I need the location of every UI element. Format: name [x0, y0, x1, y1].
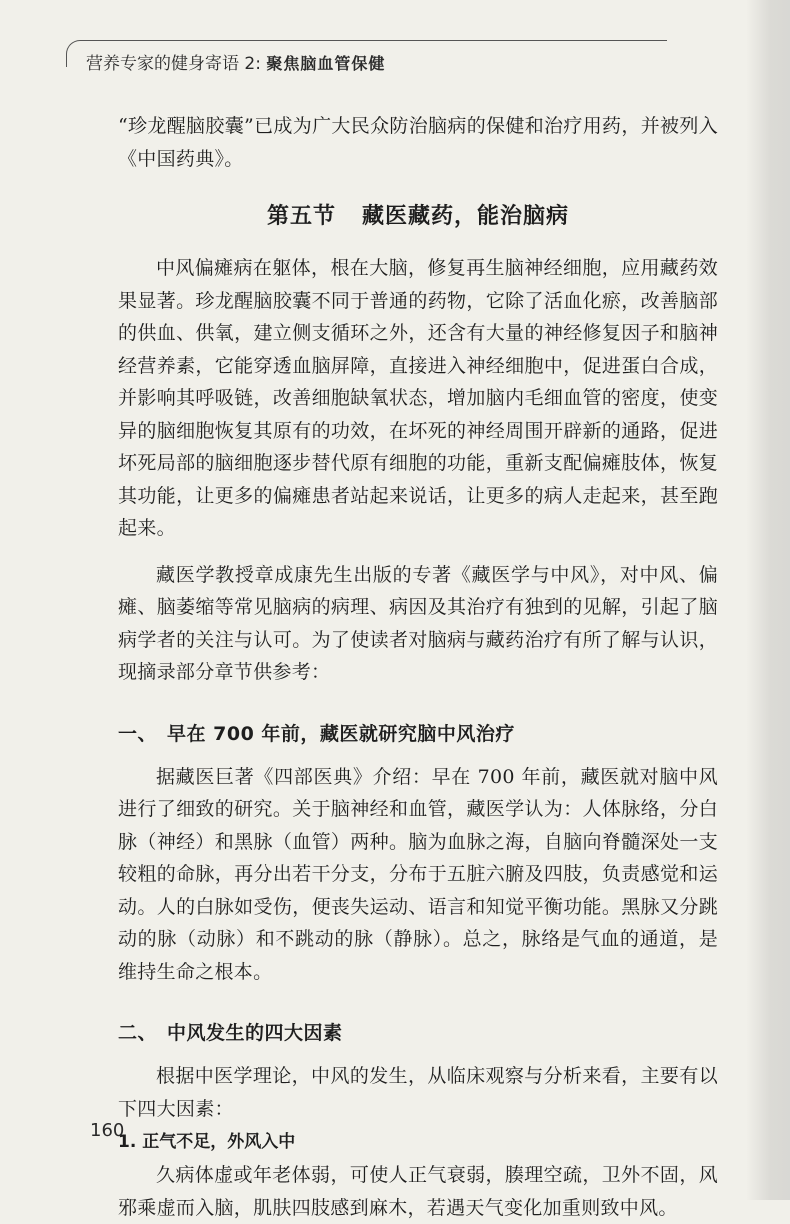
book-spine-shadow	[746, 0, 790, 1200]
subsection-paragraph-1: 据藏医巨著《四部医典》介绍：早在 700 年前，藏医就对脑中风进行了细致的研究。关于脑神经和血管，藏医学认为：人体脉络，分白脉（神经）和黑脉（血管）两种。脑为血脉之海，自脑向脊髓深处一支较粗的命脉，再分出若干分支，分布于五脏六腑及四肢，负责感觉和运动。人的白脉如受伤，便丧失运动、语言和知觉平衡功能。黑脉又分跳动的脉（动脉）和不跳动的脉（静脉）。总之，脉络是气血的通道，是维持生命之根本。	[118, 765, 718, 983]
subsection-title-1: 早在 700 年前，藏医就研究脑中风治疗	[167, 722, 515, 745]
item-heading-1: 1. 正气不足，外风入中	[118, 1132, 296, 1152]
section-number: 第五节	[266, 204, 336, 229]
running-header	[66, 40, 706, 80]
page-content	[118, 110, 718, 1224]
body-paragraph-2: 藏医学教授章成康先生出版的专著《藏医学与中风》，对中风、偏瘫、脑萎缩等常见脑病的病理、病因及其治疗有独到的见解，引起了脑病学者的关注与认可。为了使读者对脑病与藏药治疗有所了解与认识，现摘录部分章节供参考：	[118, 563, 718, 683]
subsection-heading-1	[118, 719, 718, 749]
page-number: 160	[90, 1120, 125, 1141]
header-subtitle: 聚焦脑血管保健	[266, 54, 386, 73]
section-title-text: 藏医藏药，能治脑病	[362, 204, 570, 229]
subsection-number-1: 一、	[118, 722, 158, 745]
header-text	[86, 49, 385, 74]
subsection-title-2: 中风发生的四大因素	[167, 1022, 343, 1044]
subsection-heading-2	[118, 1018, 718, 1048]
subsection-number-2: 二、	[118, 1022, 158, 1044]
body-paragraph-1: 中风偏瘫病在躯体，根在大脑，修复再生脑神经细胞，应用藏药效果显著。珍龙醒脑胶囊不同于普通的药物，它除了活血化瘀，改善脑部的供血、供氧，建立侧支循环之外，还含有大量的神经修复因子和脑神经营养素，它能穿透血脑屏障，直接进入神经细胞中，促进蛋白合成，并影响其呼吸链，改善细胞缺氧状态，增加脑内毛细血管的密度，使变异的脑细胞恢复其原有的功效，在坏死的神经周围开辟新的通路，促进坏死局部的脑细胞逐步替代原有细胞的功能，重新支配偏瘫肢体，恢复其功能，让更多的偏瘫患者站起来说话，让更多的病人走起来，甚至跑起来。	[118, 257, 718, 539]
item-paragraph-1: 久病体虚或年老体弱，可使人正气衰弱，腠理空疏，卫外不固，风邪乘虚而入脑，肌肤四肢感到麻木，若遇天气变化加重则致中风。	[118, 1164, 718, 1219]
subsection-paragraph-2: 根据中医学理论，中风的发生，从临床观察与分析来看，主要有以下四大因素：	[118, 1065, 718, 1120]
header-title: 营养专家的健身寄语 2:	[86, 54, 261, 74]
intro-paragraph: “珍龙醒脑胶囊”已成为广大民众防治脑病的保健和治疗用药，并被列入《中国药典》。	[118, 115, 718, 170]
section-title	[118, 199, 718, 230]
